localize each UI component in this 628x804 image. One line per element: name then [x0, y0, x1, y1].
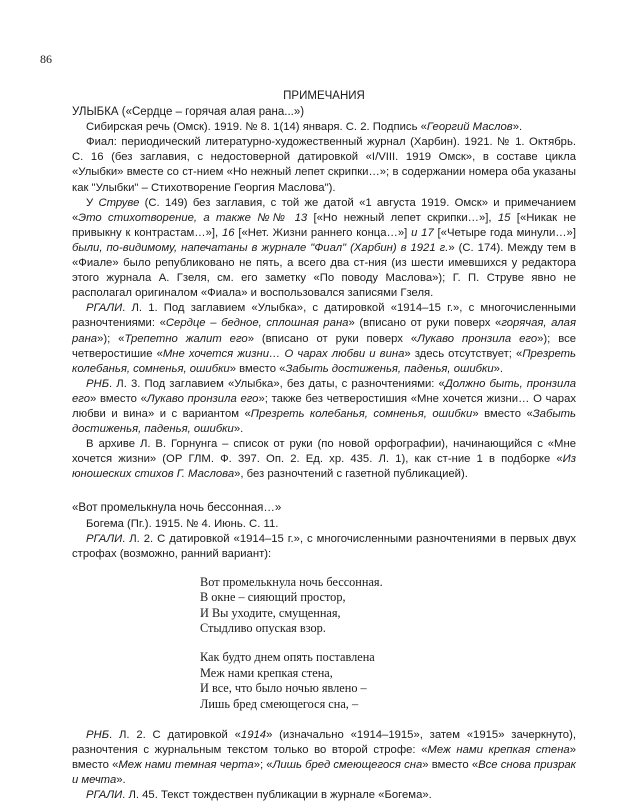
entry-title-ulybka: УЛЫБКА («Сердце – горячая алая рана...») — [72, 106, 305, 119]
page-number: 86 — [40, 52, 52, 66]
poem-line: И Вы уходите, смущенная, — [200, 605, 341, 620]
poem-line: И все, что было ночью явлено – — [200, 681, 367, 696]
poem-stanza — [200, 575, 576, 637]
poem-line: В окне – сияющий простор, — [200, 590, 346, 605]
poem-line: Как будто днем опять поставлена — [200, 650, 375, 665]
entry1-rgali-note: РГАЛИ. Л. 1. Под заглавием «Улыбка», с датировкой «1914–15 г.», с многочисленными разночтениями: «Сердце – бедное, сплошная рана» (вписано от руки поверх «горячая, алая рана»); «Трепетно жалит его» (вписано от руки поверх «Лукаво пронзила его»); все четверостишие «Мне хочется жизни… О чарах любви и вина» здесь отсутствует; «Презреть колебанья, сомненья, ошибки» вместо «Забыть достиженья, паденья, ошибки». — [72, 302, 577, 375]
notes-content — [72, 89, 576, 804]
section-title: ПРИМЕЧАНИЯ — [283, 90, 365, 102]
entry-separator — [72, 482, 576, 501]
entry1-rnb-note: РНБ. Л. 3. Под заглавием «Улыбка», без даты, с разночтениями: «Должно быть, пронзила его» вместо «Лукаво пронзила его»; также без четверостишия «Мне хочется жизни… О чарах любви и вина» и с вариантом «Презреть колебанья, сомненья, ошибки» вместо «Забыть достиженья, паденья, ошибки». — [72, 377, 576, 436]
entry1-struve-note: У Струве (С. 149) без заглавия, с той же датой «1 августа 1919. Омск» и примечанием «Это стихотворение, а также №№ 13 [«Но нежный лепет скрипки…»], 15 [«Никак не привыкну к контрастам…»], 16 [«Нет. Жизни раннего конца…»] и 17 [«Четыре года минули…»] были, по-видимому, напечатаны в журнале "Фиал" (Харбин) в 1921 г.» (С. 174). Между тем в «Фиале» было републиковано не пять, а всего два ст-ния (из шести имевшихся у редактора этого журнала А. Гзеля, см. его заметку «По поводу Маслова»); Г. П. Струве явно не располагал оригиналом «Фиала» и воспользовался записями Гзеля. — [72, 196, 576, 300]
entry2-publication: Богема (Пг.). 1915. № 4. Июнь. С. 11. — [86, 517, 279, 530]
entry2-rnb-note: РНБ. Л. 2. С датировкой «1914» (изначально «1914–1915», затем «1915» зачеркнуто), разночтения с журнальным текстом только во второй строфе: «Меж нами крепкая стена» вместо «Меж нами темная черта»; «Лишь бред смеющегося сна» вместо «Все снова призрак и мечта». — [72, 729, 577, 787]
entry1-fial-note: Фиал: периодический литературно-художественный журнал (Харбин). 1921. № 1. Октябрь. С. 16 (без заглавия, с недостоверной датировкой «I/VIII. 1919 Омск», в составе цикла «Улыбки» вместе со ст-нием «Но нежный лепет скрипки…»; в содержании номера оба указаны как "Улыбки" – Стихотворение Георгия Маслова"). — [72, 136, 576, 194]
poem-line: Стыдливо опуская взор. — [200, 621, 326, 636]
entry2-rgali-final-note: РГАЛИ. Л. 45. Текст тождествен публикации в журнале «Богема». — [86, 789, 432, 802]
poem-quote — [200, 575, 576, 712]
poem-line: Меж нами крепкая стена, — [200, 665, 333, 680]
entry1-gornung-note: В архиве Л. В. Горнунга – список от руки (по новой орфографии), начинающийся с «Мне хочется жизни» (ОР ГЛМ. Ф. 397. Оп. 2. Ед. хр. 435. Л. 1), как ст-ние 1 в подборке «Из юношеских стихов Г. Маслова», без разночтений с газетной публикацией). — [72, 438, 576, 481]
entry-title-vot-promelknula: «Вот промелькнула ночь бессонная…» — [72, 502, 282, 515]
poem-line: Лишь бред смеющегося сна, – — [200, 696, 359, 711]
entry2-rgali-note: РГАЛИ. Л. 2. С датировкой «1914–15 г.», с многочисленными разночтениями в первых двух строфах (возможно, ранний вариант): — [72, 532, 576, 560]
poem-line: Вот промелькнула ночь бессонная. — [200, 574, 383, 589]
entry1-publication: Сибирская речь (Омск). 1919. № 8. 1(14) января. С. 2. Подпись «Георгий Маслов». — [86, 121, 523, 134]
poem-stanza — [200, 650, 576, 712]
